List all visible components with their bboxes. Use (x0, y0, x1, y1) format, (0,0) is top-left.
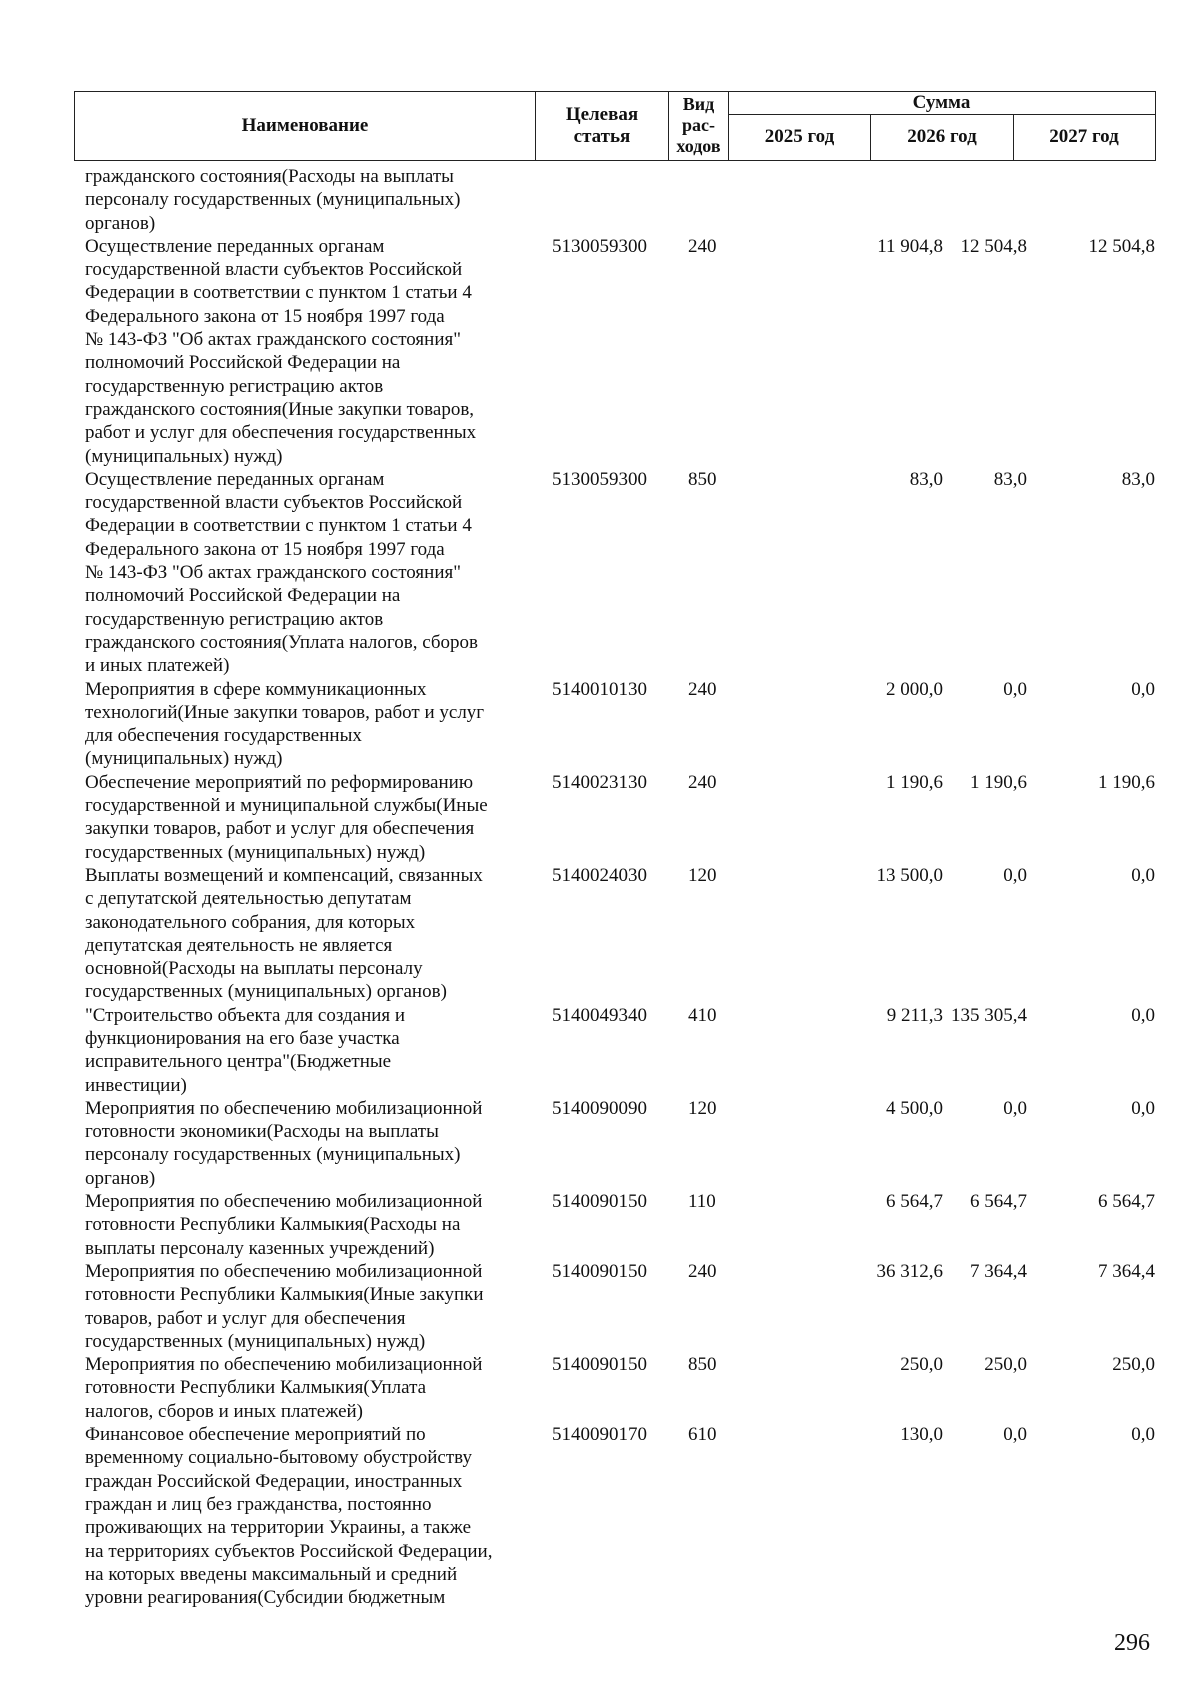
row-name: Мероприятия по обеспечению мобилизационной готовности Республики Калмыкия(Уплата налогов, сборов и иных платежей) (85, 1354, 483, 1422)
row-2027: 0,0 (1131, 1097, 1155, 1119)
row-2027: 0,0 (1131, 678, 1155, 700)
row-target-code: 5140090150 (552, 1191, 647, 1213)
row-name: Осуществление переданных органам государственной власти субъектов Российской Федерации в соответствии с пунктом 1 статьи 4 Федерального закона от 15 ноября 1997 года № 143-ФЗ "Об актах гражданского состояния" полномочий Российской Федерации на государственную регистрацию актов гражданского состояния(Иные закупки товаров, работ и услуг для обеспечения государственных (муниципальных) нужд) (85, 235, 477, 467)
row-2025: 2 000,0 (886, 678, 943, 700)
row-2027: 6 564,7 (1098, 1191, 1155, 1213)
row-2025: 11 904,8 (877, 235, 943, 257)
row-2025: 6 564,7 (886, 1191, 943, 1213)
row-2027: 0,0 (1131, 1004, 1155, 1026)
row-2026: 6 564,7 (970, 1191, 1027, 1213)
row-2026: 135 305,4 (951, 1004, 1027, 1026)
row-2025: 250,0 (900, 1354, 943, 1376)
row-2025: 1 190,6 (886, 771, 943, 793)
row-2025: 36 312,6 (876, 1260, 943, 1282)
table-row (85, 1097, 1155, 1190)
row-expense-kind: 850 (688, 468, 717, 490)
table-row (85, 1423, 1155, 1609)
row-name: Мероприятия по обеспечению мобилизационной готовности Республики Калмыкия(Расходы на выплаты персоналу казенных учреждений) (85, 1191, 483, 1259)
row-2026: 250,0 (984, 1354, 1027, 1376)
table-row (85, 864, 1155, 1004)
row-expense-kind: 610 (688, 1424, 717, 1446)
row-2025: 130,0 (900, 1424, 943, 1446)
row-2026: 1 190,6 (970, 771, 1027, 793)
header-2027: 2027 год (1049, 126, 1119, 147)
row-expense-kind: 410 (688, 1004, 717, 1026)
header-2026: 2026 год (907, 126, 977, 147)
header-target: Целевая статья (565, 103, 639, 147)
row-target-code: 5140090150 (552, 1354, 647, 1376)
row-expense-kind: 850 (688, 1354, 717, 1376)
row-2027: 83,0 (1121, 468, 1155, 490)
row-2026: 83,0 (993, 468, 1027, 490)
row-expense-kind: 240 (688, 235, 717, 257)
table-row (85, 1353, 1155, 1423)
row-target-code: 5130059300 (552, 468, 647, 490)
row-name: Обеспечение мероприятий по реформированию государственной и муниципальной службы(Иные закупки товаров, работ и услуг для обеспечения государственных (муниципальных) нужд) (85, 771, 488, 863)
row-expense-kind: 240 (688, 771, 717, 793)
page-number: 296 (1114, 1630, 1150, 1656)
row-target-code: 5140010130 (552, 678, 647, 700)
row-target-code: 5140024030 (552, 864, 647, 886)
table-header (74, 91, 1156, 161)
row-expense-kind: 120 (688, 864, 717, 886)
row-name: Финансовое обеспечение мероприятий по временному социально-бытовому обустройству граждан Российской Федерации, иностранных граждан и лиц без гражданства, постоянно проживающих на территории Украины, а также на территориях субъектов Российской Федерации, на которых введены максимальный и средний уровни реагирования(Субсидии бюджетным (85, 1424, 493, 1609)
row-2027: 1 190,6 (1098, 771, 1155, 793)
row-2026: 0,0 (1003, 864, 1027, 886)
row-expense-kind: 240 (688, 678, 717, 700)
header-sum: Сумма (912, 92, 971, 113)
row-2025: 83,0 (909, 468, 943, 490)
header-2025: 2025 год (764, 126, 835, 147)
row-2026: 0,0 (1003, 1097, 1027, 1119)
row-name: Мероприятия по обеспечению мобилизационной готовности Республики Калмыкия(Иные закупки товаров, работ и услуг для обеспечения государственных (муниципальных) нужд) (85, 1260, 484, 1352)
row-expense-kind: 240 (688, 1260, 717, 1282)
row-2026: 12 504,8 (960, 235, 1027, 257)
table-row (85, 165, 1155, 235)
row-2025: 4 500,0 (886, 1097, 943, 1119)
row-2027: 12 504,8 (1088, 235, 1155, 257)
header-kind: Вид рас- ходов (676, 94, 721, 156)
row-target-code: 5140090170 (552, 1424, 647, 1446)
row-target-code: 5140090150 (552, 1260, 647, 1282)
table-row (85, 1190, 1155, 1260)
row-target-code: 5140023130 (552, 771, 647, 793)
row-expense-kind: 120 (688, 1097, 717, 1119)
table-row (85, 1260, 1155, 1353)
row-2025: 13 500,0 (876, 864, 943, 886)
row-expense-kind: 110 (688, 1191, 716, 1213)
row-name: Мероприятия по обеспечению мобилизационной готовности экономики(Расходы на выплаты персоналу государственных (муниципальных) органов) (85, 1097, 483, 1189)
row-target-code: 5140090090 (552, 1097, 647, 1119)
row-2027: 0,0 (1131, 1424, 1155, 1446)
row-target-code: 5140049340 (552, 1004, 647, 1026)
row-2027: 0,0 (1131, 864, 1155, 886)
table-body (85, 165, 1155, 1609)
row-2025: 9 211,3 (886, 1004, 943, 1026)
row-2026: 0,0 (1003, 678, 1027, 700)
row-2026: 7 364,4 (970, 1260, 1027, 1282)
row-2026: 0,0 (1003, 1424, 1027, 1446)
table-row (85, 235, 1155, 468)
row-2027: 250,0 (1112, 1354, 1155, 1376)
row-name: Осуществление переданных органам государственной власти субъектов Российской Федерации в соответствии с пунктом 1 статьи 4 Федерального закона от 15 ноября 1997 года № 143-ФЗ "Об актах гражданского состояния" полномочий Российской Федерации на государственную регистрацию актов гражданского состояния(Уплата налогов, сборов и иных платежей) (85, 468, 478, 677)
table-row (85, 468, 1155, 678)
row-name: Мероприятия в сфере коммуникационных технологий(Иные закупки товаров, работ и услуг для обеспечения государственных (муниципальных) нужд) (85, 678, 485, 770)
table-row (85, 771, 1155, 864)
row-name: Выплаты возмещений и компенсаций, связанных с депутатской деятельностью депутатам законодательного собрания, для которых депутатская деятельность не является основной(Расходы на выплаты персоналу государственных (муниципальных) органов) (85, 864, 483, 1003)
header-name: Наименование (241, 114, 369, 136)
row-target-code: 5130059300 (552, 235, 647, 257)
row-name: "Строительство объекта для создания и функционирования на его базе участка исправительного центра"(Бюджетные инвестиции) (85, 1004, 406, 1096)
row-2027: 7 364,4 (1098, 1260, 1155, 1282)
row-name: гражданского состояния(Расходы на выплаты персоналу государственных (муниципальных) органов) (85, 166, 461, 234)
table-row (85, 1004, 1155, 1097)
table-row (85, 678, 1155, 771)
